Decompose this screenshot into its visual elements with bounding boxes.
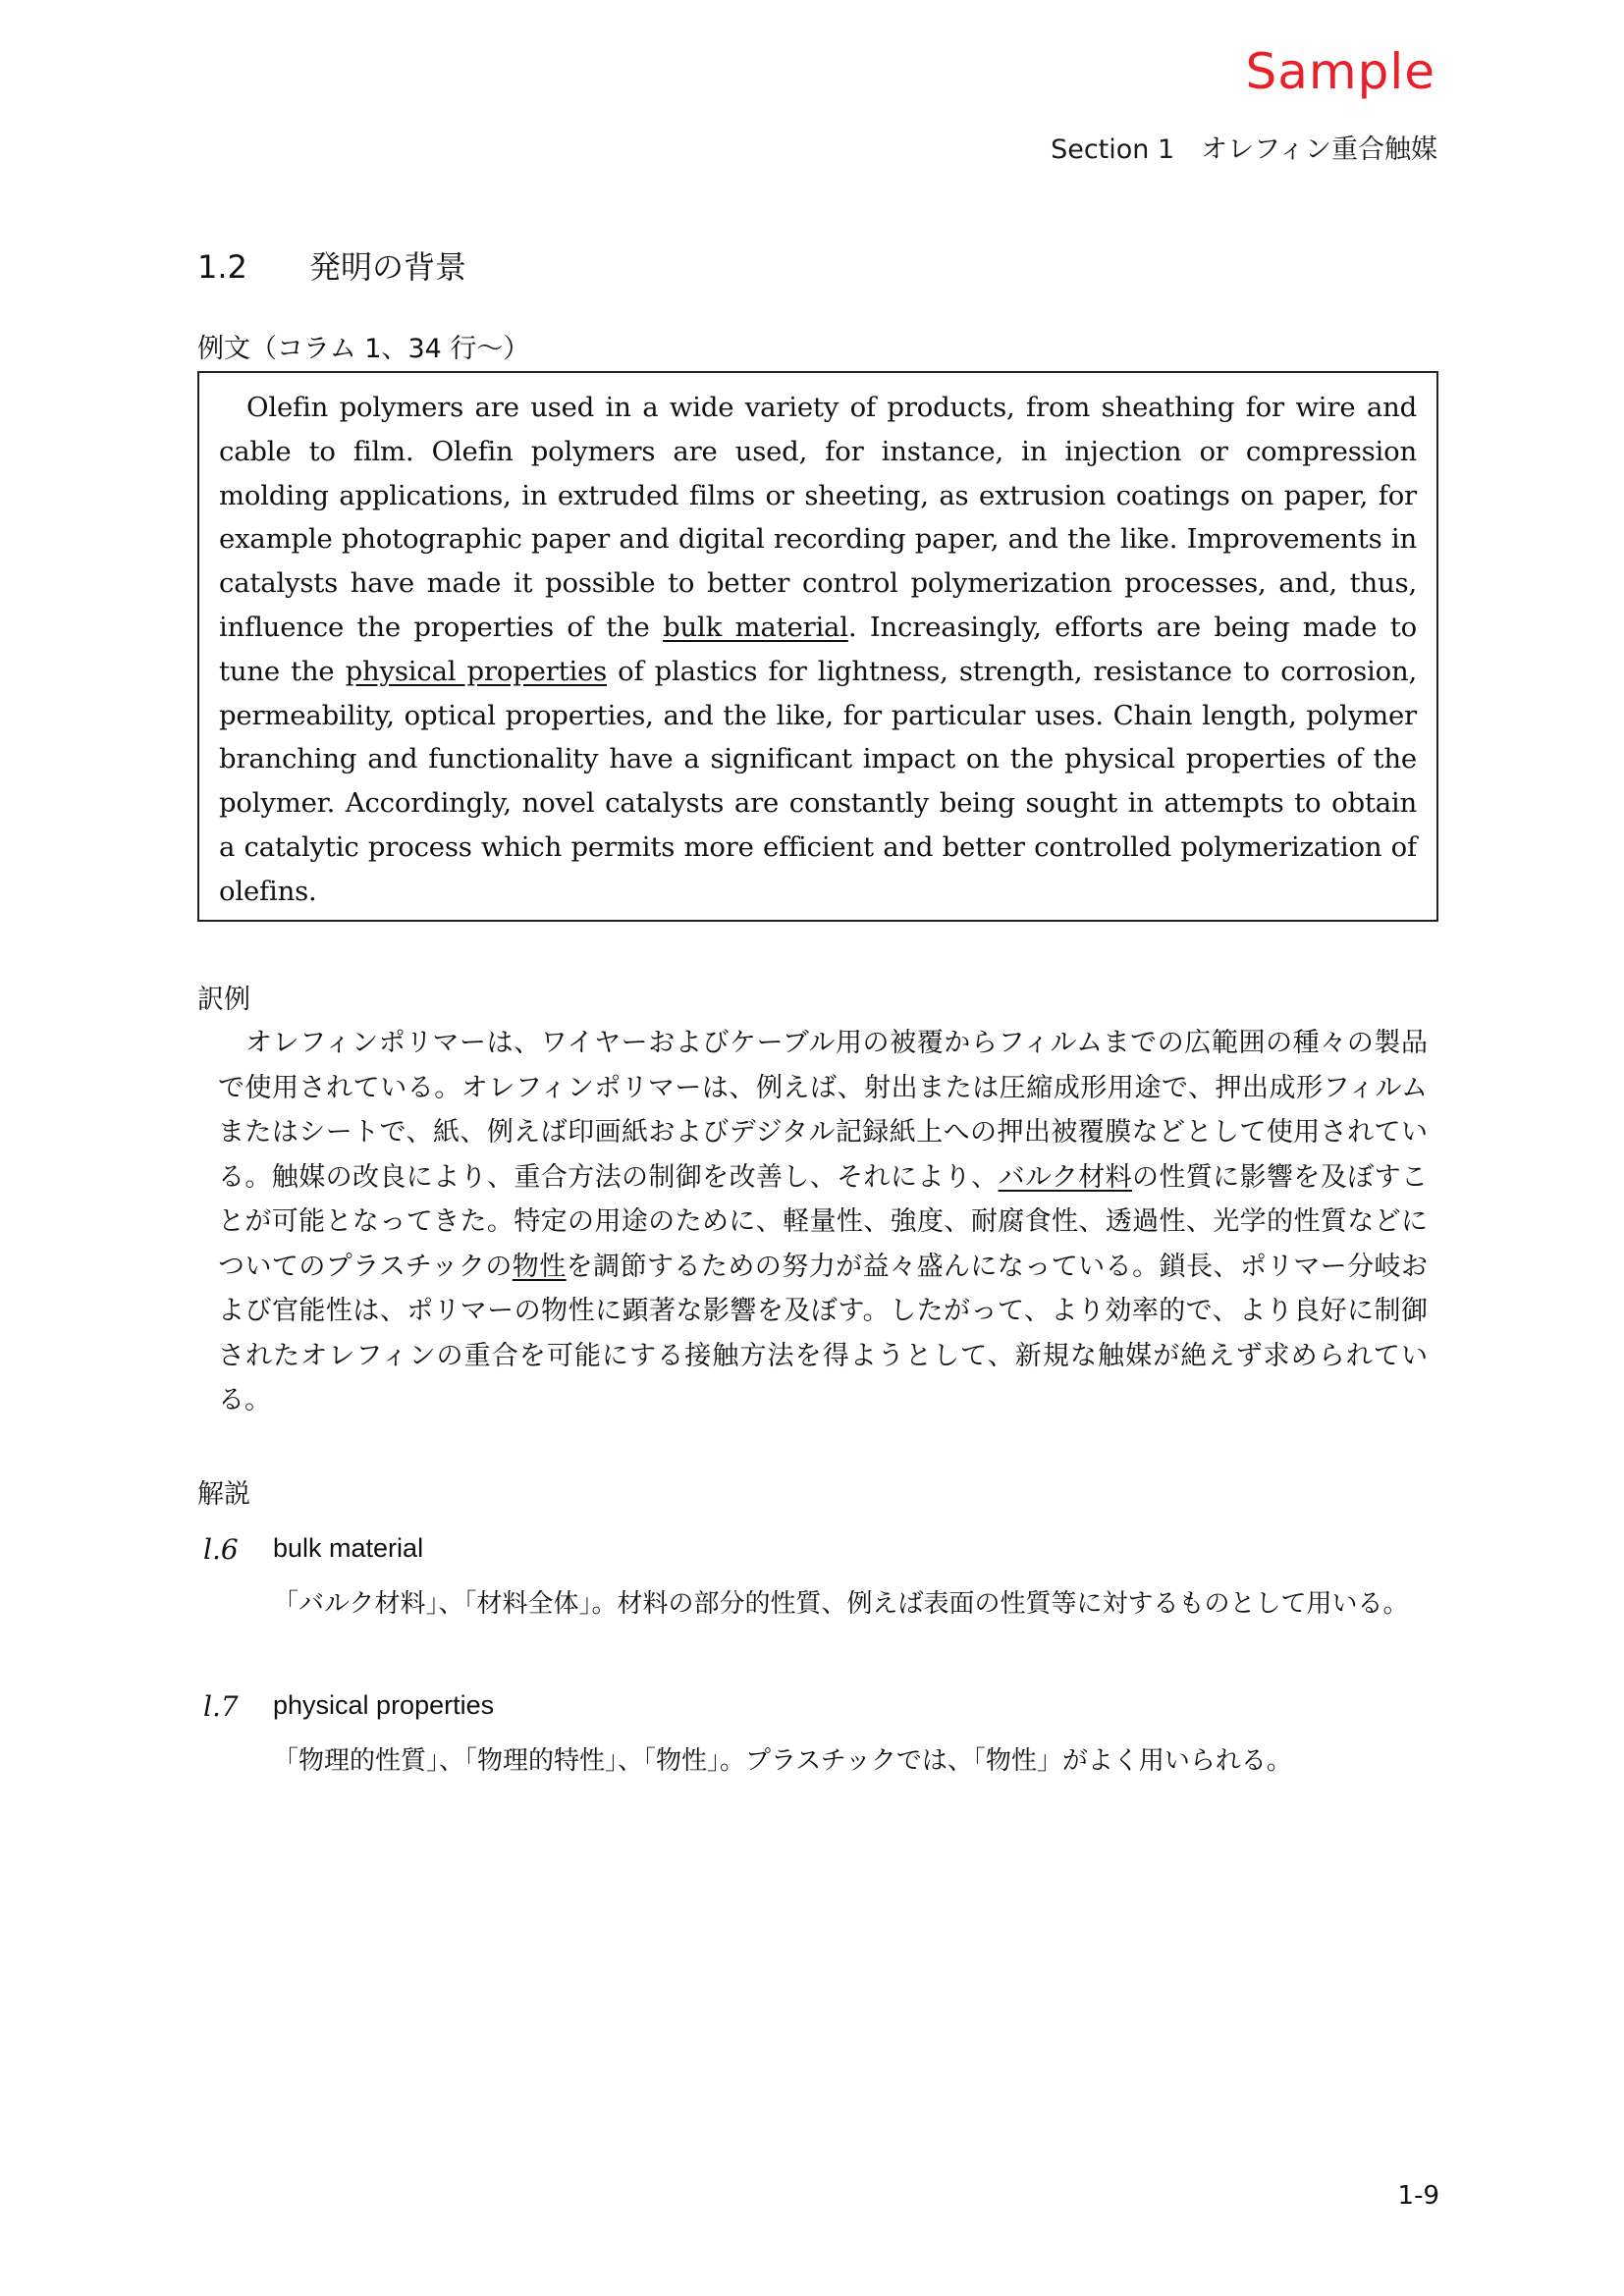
note-line-ref: l.6 [203, 1533, 239, 1566]
note-explanation: 「バルク材料」、「材料全体」。材料の部分的性質、例えば表面の性質等に対するものとして用いる。 [273, 1589, 1409, 1619]
source-text-box [197, 371, 1438, 922]
note-explanation: 「物理的性質」、「物理的特性」、「物性」。プラスチックでは、「物性」がよく用いられる。 [273, 1746, 1292, 1776]
underlined-term-physical-properties-ja: 物性 [512, 1251, 567, 1282]
commentary-label: 解説 [197, 1479, 250, 1510]
source-text-part: Olefin polymers are used in a wide variety of products, from sheathing for wire and cable to film. Olefin polymers are used, for instance, in injection or compression molding applications, in extruded films or sheeting, as extrusion coatings on paper, for example photographic paper and digital recording paper, and the like. Improvements in catalysts have made it possible to better control polymerization processes, and, thus, influence the properties of the [219, 392, 1417, 643]
note-term: physical properties [273, 1690, 495, 1720]
source-paragraph [219, 386, 1417, 914]
translation-text-part: の性質に影響を及ぼすことが可能となってきた。特定の用途のために、軽量性、強度、耐腐食性、透過性、光学的性質などについてのプラスチックの [218, 1161, 1428, 1282]
note-line-ref: l.7 [203, 1690, 239, 1723]
section-heading [197, 242, 466, 288]
note-term: bulk material [273, 1533, 424, 1563]
translation-label: 訳例 [197, 985, 250, 1015]
source-text-part: of plastics for lightness, strength, resistance to corrosion, permeability, optical properties, and the like, for particular uses. Chain length, polymer branching and functionality have a significant impact on the physical properties of the polymer. Accordingly, novel catalysts are constantly being sought in attempts to obtain a catalytic process which permits more efficient and better controlled polymerization of olefins. [219, 655, 1417, 907]
translation-text-part: を調節するための努力が益々盛んになっている。鎖長、ポリマー分岐および官能性は、ポリマーの物性に顕著な影響を及ぼす。したがって、より効率的で、より良好に制御されたオレフィンの重合を可能にする接触方法を得ようとして、新規な触媒が絶えず求められている。 [218, 1251, 1429, 1415]
underlined-term-physical-properties: physical properties [345, 655, 608, 687]
section-number: 1.2 [197, 248, 247, 286]
sample-watermark: Sample [1245, 43, 1435, 100]
translation-paragraph [218, 1021, 1428, 1423]
translation-text-part: オレフィンポリマーは、ワイヤーおよびケーブル用の被覆からフィルムまでの広範囲の種々の製品で使用されている。オレフィンポリマーは、例えば、射出または圧縮成形用途で、押出成形フィルムまたはシートで、紙、例えば印画紙およびデジタル記録紙上への押出被覆膜などとして使用されている。触媒の改良により、重合方法の制御を改善し、それにより、 [218, 1028, 1428, 1193]
example-label: 例文（コラム 1、34 行〜） [197, 334, 530, 364]
source-text-part: . Increasingly, efforts are being made to tune the [219, 611, 1418, 687]
running-header: Section 1 オレフィン重合触媒 [1051, 134, 1437, 165]
underlined-term-bulk-material-ja: バルク材料 [998, 1161, 1133, 1193]
underlined-term-bulk-material: bulk material [663, 611, 848, 643]
section-title: 発明の背景 [309, 248, 467, 286]
page-number: 1-9 [1397, 2181, 1439, 2211]
